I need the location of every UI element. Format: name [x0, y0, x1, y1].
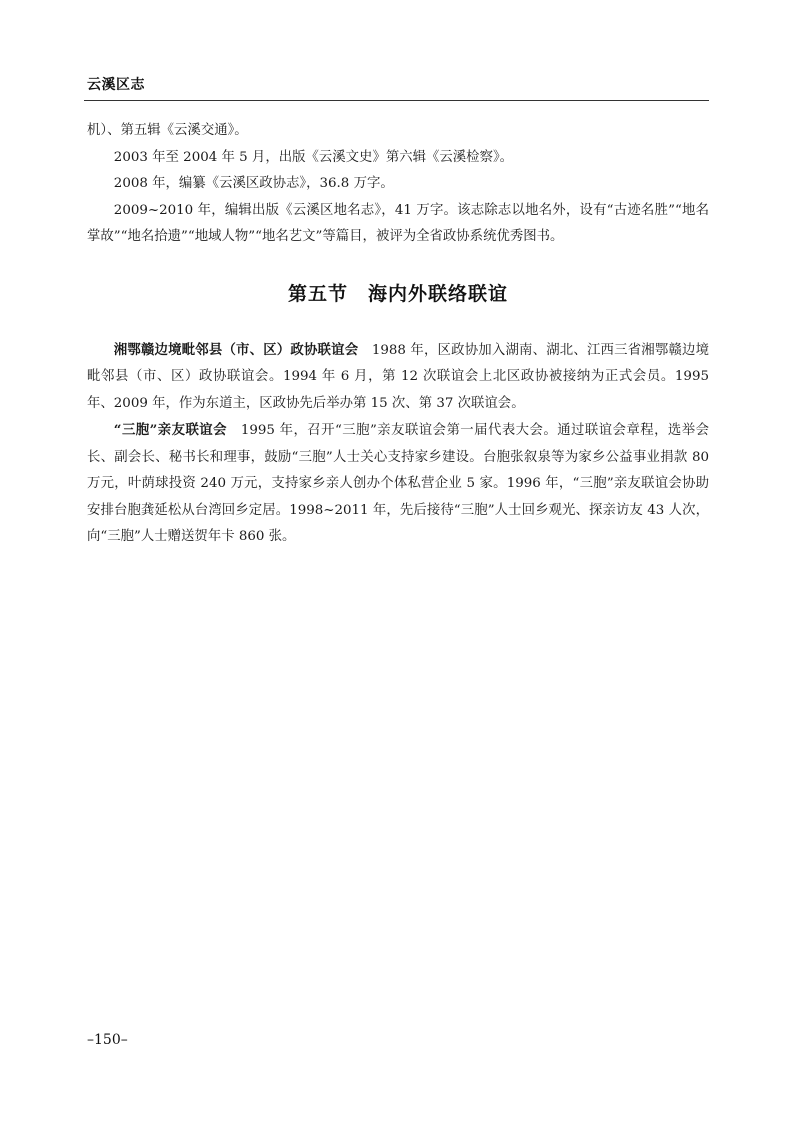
entry-paragraph-2: [87, 417, 709, 551]
page-number: –150–: [87, 1032, 128, 1048]
continuation-paragraph-1: 机）、第五辑《云溪交通》。: [87, 123, 248, 138]
entry-paragraph-1: [87, 337, 709, 418]
continuation-paragraph-4: 2009~2010 年，编辑出版《云溪区地名志》，41 万字。该志除志以地名外，设有“古迹名胜”“地名掌故”“地名拾遗”“地域人物”“地名艺文”等篇目，被评为全省政协系统优秀图书。: [87, 202, 709, 244]
continuation-paragraph-2: 2003 年至 2004 年 5 月，出版《云溪文史》第六辑《云溪检察》。: [113, 149, 514, 165]
page-body: [87, 118, 709, 551]
section-heading: 第五节 海内外联络联谊: [287, 282, 508, 305]
entry-text-1: 1988 年，区政协加入湖南、湖北、江西三省湘鄂赣边境毗邻县（市、区）政协联谊会。1994 年 6 月，第 12 次联谊会上北区政协被接纳为正式会员。1995 年、2009 年，作为东道主，区政协先后举办第 15 次、第 37 次联谊会。: [87, 342, 709, 411]
entry-text-2: 1995 年，召开“三胞”亲友联谊会第一届代表大会。通过联谊会章程，选举会长、副会长、秘书长和理事，鼓励“三胞”人士关心支持家乡建设。台胞张叙泉等为家乡公益事业捐款 80 万元，叶荫球投资 240 万元，支持家乡亲人创办个体私营企业 5 家。1996 年，“三胞”亲友联谊会协助安排台胞龚延松从台湾回乡定居。1998~2011 年，先后接待“三胞”人士回乡观光、探亲访友 43 人次，向“三胞”人士赠送贺年卡 860 张。: [87, 423, 710, 544]
entry-title-1: 湘鄂赣边境毗邻县（市、区）政协联谊会: [113, 341, 359, 358]
entry-title-2: “三胞”亲友联谊会: [113, 422, 227, 438]
running-title: 云溪区志: [87, 77, 145, 93]
header-rule: [84, 100, 709, 101]
continuation-paragraph-3: 2008 年，编纂《云溪区政协志》，36.8 万字。: [113, 176, 394, 191]
